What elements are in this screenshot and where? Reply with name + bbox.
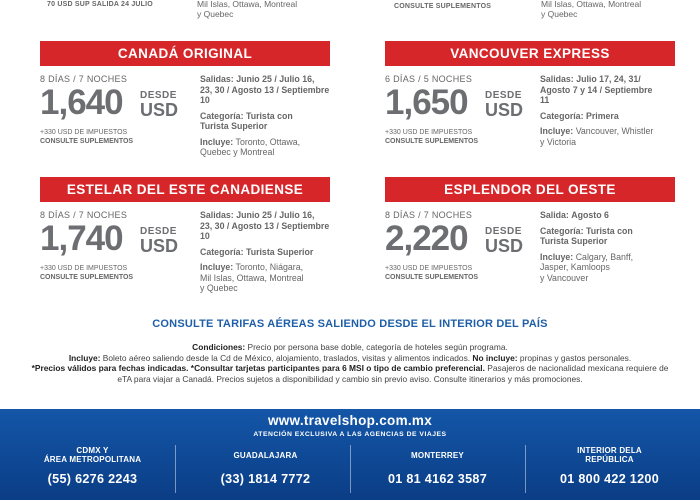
contact-phone[interactable]: (55) 6276 2243 bbox=[47, 472, 138, 486]
contact-phone[interactable]: (33) 1814 7772 bbox=[220, 472, 311, 486]
package-title: ESTELAR DEL ESTE CANADIENSE bbox=[40, 177, 330, 202]
top-fragment-mid-left: Mil Islas, Ottawa, Montreal y Quebec bbox=[197, 0, 298, 19]
package-title: ESPLENDOR DEL OESTE bbox=[385, 177, 675, 202]
categoria: Categoría: Turista con Turista Superior bbox=[200, 110, 293, 131]
package-estelar-del-este bbox=[40, 177, 330, 295]
price-currency: USD bbox=[485, 236, 524, 256]
contact-footer bbox=[0, 409, 700, 500]
categoria: Categoría: Primera bbox=[540, 110, 619, 121]
price-currency: USD bbox=[140, 236, 179, 256]
package-canada-original bbox=[40, 41, 330, 159]
package-price: 1,740 bbox=[40, 219, 123, 258]
contact-guadalajara bbox=[178, 443, 353, 497]
price-desde: DESDE bbox=[140, 226, 177, 237]
website-link[interactable]: www.travelshop.com.mx bbox=[267, 413, 433, 428]
contact-phone[interactable]: 01 81 4162 3587 bbox=[387, 472, 488, 486]
price-notes: +330 USD DE IMPUESTOS CONSULTE SUPLEMENTOS bbox=[40, 129, 134, 145]
package-duration: 6 DÍAS / 5 NOCHES bbox=[385, 74, 473, 84]
top-fragment-mid-right: CONSULTE SUPLEMENTOS bbox=[394, 3, 492, 10]
package-duration: 8 DÍAS / 7 NOCHES bbox=[385, 210, 473, 220]
package-price: 1,650 bbox=[385, 83, 468, 122]
package-title: VANCOUVER EXPRESS bbox=[385, 41, 675, 66]
air-fares-notice: CONSULTE TARIFAS AÉREAS SALIENDO DESDE EL INTERIOR DEL PAÍS bbox=[152, 318, 548, 330]
price-currency: USD bbox=[485, 100, 524, 120]
package-details bbox=[540, 210, 680, 288]
package-duration: 8 DÍAS / 7 NOCHES bbox=[40, 210, 128, 220]
package-esplendor-del-oeste bbox=[385, 177, 675, 295]
contact-region: MONTERREY bbox=[411, 450, 464, 460]
categoria: Categoría: Turista Superior bbox=[200, 246, 314, 257]
footer-tagline: ATENCIÓN EXCLUSIVA A LAS AGENCIAS DE VIAJES bbox=[253, 431, 447, 438]
incluye: Incluye: Calgary, Banff, Jasper, Kamloops y Vancouver bbox=[540, 251, 634, 283]
incluye: Incluye: Vancouver, Whistler y Victoria bbox=[540, 126, 654, 147]
package-title: CANADÁ ORIGINAL bbox=[40, 41, 330, 66]
package-details bbox=[200, 74, 340, 163]
footer-divider bbox=[175, 445, 176, 493]
price-notes: +330 USD DE IMPUESTOS CONSULTE SUPLEMENTOS bbox=[385, 129, 479, 145]
price-desde: DESDE bbox=[485, 90, 522, 101]
contact-interior bbox=[522, 443, 697, 497]
salidas: Salida: Agosto 6 bbox=[540, 210, 609, 220]
contact-cdmx bbox=[5, 443, 180, 497]
package-price: 1,640 bbox=[40, 83, 123, 122]
categoria: Categoría: Turista con Turista Superior bbox=[540, 225, 633, 246]
top-fragment-right: Mil Islas, Ottawa, Montreal y Quebec bbox=[541, 0, 642, 19]
incluye: Incluye: Toronto, Niágara, Mil Islas, Ottawa, Montreal y Quebec bbox=[200, 262, 304, 293]
contact-columns bbox=[0, 443, 700, 497]
salidas: Salidas: Julio 17, 24, 31/ Agosto 7 y 14 / Septiembre 11 bbox=[540, 74, 653, 105]
incluye: Incluye: Toronto, Ottawa, Quebec y Montreal bbox=[200, 136, 301, 157]
package-details bbox=[540, 74, 680, 152]
contact-region: INTERIOR DELA REPÚBLICA bbox=[577, 446, 642, 464]
price-notes: +330 USD DE IMPUESTOS CONSULTE SUPLEMENTOS bbox=[40, 265, 134, 281]
contact-monterrey bbox=[350, 443, 525, 497]
package-duration: 8 DÍAS / 7 NOCHES bbox=[40, 74, 128, 84]
price-desde: DESDE bbox=[140, 90, 177, 101]
top-fragment-left: 70 USD SUP SALIDA 24 JULIO bbox=[47, 1, 153, 8]
contact-phone[interactable]: 01 800 422 1200 bbox=[559, 472, 660, 486]
contact-region: GUADALAJARA bbox=[233, 450, 298, 460]
price-notes: +330 USD DE IMPUESTOS CONSULTE SUPLEMENTOS bbox=[385, 265, 479, 281]
package-details bbox=[200, 210, 340, 299]
conditions-text: Condiciones: Precio por persona base doble, categoría de hoteles según programa. Incluye: Boleto aéreo saliendo desde la Cd de México, alojamiento, traslados, visitas y alimentos indicados. No incluye: propinas y gastos personales. *Precios válidos para fechas indicadas. *Consultar tarjetas participantes para 6 MSI o tipo de cambio preferencial. Pasajeros de nacionalidad mexicana requiere de eTA para viajar a Canadá. Precios sujetos a disponibilidad y cambio sin previo aviso. Consulte itinerarios y más promociones. bbox=[31, 342, 669, 384]
package-price: 2,220 bbox=[385, 219, 468, 258]
package-vancouver-express bbox=[385, 41, 675, 159]
salidas: Salidas: Junio 25 / Julio 16, 23, 30 / Agosto 13 / Septiembre 10 bbox=[200, 210, 330, 241]
price-currency: USD bbox=[140, 100, 179, 120]
price-desde: DESDE bbox=[485, 226, 522, 237]
contact-region: CDMX Y ÁREA METROPOLITANA bbox=[43, 446, 142, 464]
salidas: Salidas: Junio 25 / Julio 16, 23, 30 / Agosto 13 / Septiembre 10 bbox=[200, 74, 330, 105]
